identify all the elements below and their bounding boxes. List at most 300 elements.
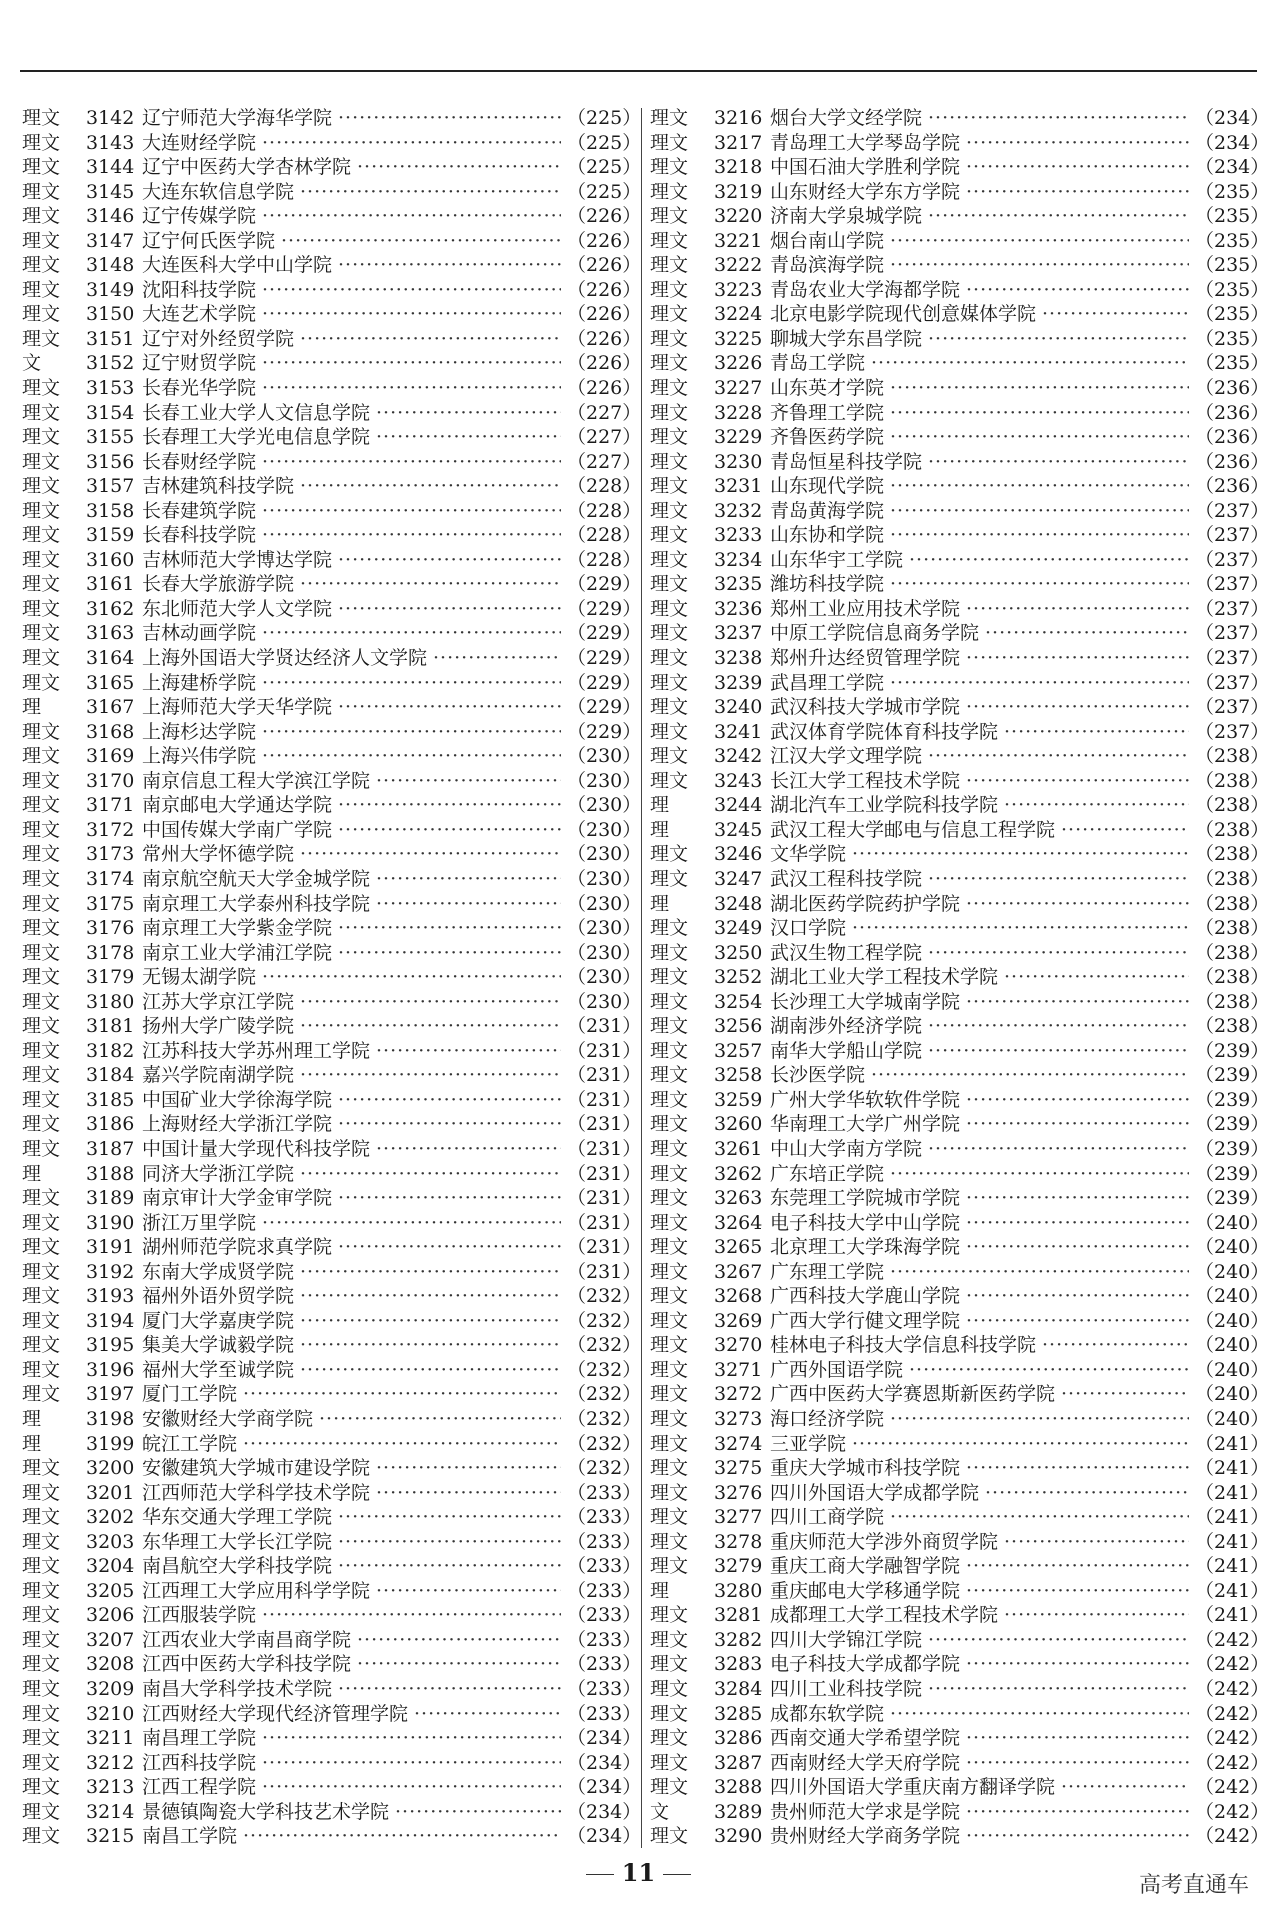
school-code: 3207 [86, 1628, 135, 1651]
school-name: 中国传媒大学南广学院 [142, 818, 333, 841]
score-value: （241） [1195, 1555, 1270, 1578]
score-value: （229） [567, 696, 642, 719]
school-code: 3257 [714, 1039, 763, 1062]
school-name: 安徽建筑大学城市建设学院 [142, 1457, 371, 1480]
dot-leader [966, 1751, 1189, 1776]
dot-leader [243, 1382, 561, 1407]
category-label: 理文 [22, 205, 61, 228]
category-label: 理文 [22, 1064, 61, 1087]
school-name: 福州大学至诚学院 [142, 1358, 295, 1381]
school-code: 3281 [714, 1604, 763, 1627]
school-name: 同济大学浙江学院 [142, 1162, 295, 1185]
category-label: 理文 [22, 671, 61, 694]
list-item [22, 867, 642, 892]
school-code: 3231 [714, 475, 763, 498]
school-name: 浙江万里学院 [142, 1211, 257, 1234]
list-item [650, 867, 1270, 892]
list-item [650, 1481, 1270, 1506]
score-value: （234） [1195, 107, 1270, 129]
score-value: （226） [567, 352, 642, 375]
list-item [650, 769, 1270, 794]
dot-leader [928, 1628, 1189, 1653]
school-code: 3158 [86, 499, 135, 522]
category-label: 理文 [650, 1064, 689, 1087]
school-code: 3221 [714, 229, 763, 252]
school-code: 3181 [86, 1015, 135, 1038]
list-item [22, 1530, 642, 1555]
school-code: 3238 [714, 647, 763, 670]
school-name: 长春光华学院 [142, 377, 257, 400]
school-code: 3227 [714, 377, 763, 400]
score-value: （232） [567, 1334, 642, 1357]
dot-leader [928, 327, 1189, 352]
dot-leader [300, 1014, 561, 1039]
school-code: 3284 [714, 1678, 763, 1700]
score-value: （237） [1195, 720, 1270, 743]
dot-leader [966, 1186, 1189, 1211]
school-name: 长春工业大学人文信息学院 [142, 401, 371, 424]
score-value: （240） [1195, 1309, 1270, 1332]
dot-leader [1061, 818, 1189, 843]
school-code: 3154 [86, 401, 135, 424]
category-label: 理文 [650, 499, 689, 522]
school-name: 华南理工大学广州学院 [770, 1113, 961, 1136]
list-item [650, 278, 1270, 303]
category-label: 理文 [22, 1039, 61, 1062]
school-name: 贵州师范大学求是学院 [770, 1800, 961, 1823]
score-value: （237） [1195, 671, 1270, 694]
school-name: 中山大学南方学院 [770, 1137, 923, 1160]
list-item [22, 695, 642, 720]
school-name: 四川工商学院 [770, 1506, 885, 1529]
score-value: （229） [567, 671, 642, 694]
score-value: （231） [567, 1113, 642, 1136]
score-value: （228） [567, 524, 642, 547]
school-code: 3162 [86, 597, 135, 620]
dot-leader [966, 278, 1189, 303]
score-value: （227） [567, 401, 642, 424]
list-item [22, 818, 642, 843]
category-label: 理文 [650, 278, 689, 301]
score-value: （240） [1195, 1211, 1270, 1234]
list-item [22, 1063, 642, 1088]
list-item [22, 1579, 642, 1604]
category-label: 理文 [650, 450, 689, 473]
school-code: 3250 [714, 941, 763, 964]
school-code: 3226 [714, 352, 763, 375]
score-value: （226） [567, 377, 642, 400]
school-code: 3241 [714, 720, 763, 743]
school-name: 东莞理工学院城市学院 [770, 1187, 961, 1210]
school-code: 3288 [714, 1776, 763, 1799]
category-label: 理文 [22, 475, 61, 498]
school-name: 湖州师范学院求真学院 [142, 1236, 333, 1259]
category-label: 理文 [22, 1358, 61, 1381]
list-item [22, 1088, 642, 1113]
school-code: 3213 [86, 1776, 135, 1799]
list-item [650, 1456, 1270, 1481]
score-value: （231） [567, 1187, 642, 1210]
category-label: 理文 [650, 843, 689, 866]
category-label: 理文 [650, 1751, 689, 1774]
dot-leader [300, 1063, 561, 1088]
school-name: 聊城大学东昌学院 [770, 327, 923, 350]
school-code: 3229 [714, 426, 763, 449]
school-name: 南京理工大学泰州科技学院 [142, 892, 371, 915]
school-name: 武汉体育学院体育科技学院 [770, 720, 999, 743]
score-value: （230） [567, 941, 642, 964]
school-code: 3264 [714, 1211, 763, 1234]
score-value: （228） [567, 475, 642, 498]
list-item [22, 769, 642, 794]
list-item [650, 1063, 1270, 1088]
school-name: 重庆邮电大学移通学院 [770, 1579, 961, 1602]
school-code: 3246 [714, 843, 763, 866]
score-value: （230） [567, 990, 642, 1013]
school-code: 3289 [714, 1800, 763, 1823]
dot-leader [262, 671, 561, 696]
list-item [650, 818, 1270, 843]
list-item [22, 1309, 642, 1334]
school-name: 南京邮电大学通达学院 [142, 794, 333, 817]
dot-leader [890, 474, 1189, 499]
school-code: 3218 [714, 156, 763, 179]
category-label: 理文 [650, 1260, 689, 1283]
school-code: 3220 [714, 205, 763, 228]
school-code: 3186 [86, 1113, 135, 1136]
score-value: （237） [1195, 524, 1270, 547]
school-name: 电子科技大学中山学院 [770, 1211, 961, 1234]
score-value: （230） [567, 892, 642, 915]
category-label: 理文 [650, 1628, 689, 1651]
school-code: 3193 [86, 1285, 135, 1308]
school-name: 西南交通大学希望学院 [770, 1727, 961, 1750]
score-value: （242） [1195, 1653, 1270, 1676]
list-item [650, 351, 1270, 376]
dot-leader [262, 1603, 561, 1628]
dot-leader [890, 1407, 1189, 1432]
list-item [650, 597, 1270, 622]
school-name: 广西科技大学鹿山学院 [770, 1285, 961, 1308]
category-label: 理文 [22, 1776, 61, 1799]
category-label: 理文 [650, 1678, 689, 1700]
list-item [650, 744, 1270, 769]
school-code: 3150 [86, 303, 135, 326]
score-value: （234） [567, 1751, 642, 1774]
dot-leader [243, 1824, 561, 1849]
score-value: （239） [1195, 1162, 1270, 1185]
score-value: （233） [567, 1653, 642, 1676]
school-name: 广西外国语学院 [770, 1358, 904, 1381]
score-value: （230） [567, 917, 642, 940]
category-label: 理文 [22, 156, 61, 179]
list-item [650, 1505, 1270, 1530]
dot-leader [300, 1358, 561, 1383]
school-name: 江西服装学院 [142, 1604, 257, 1627]
score-value: （229） [567, 647, 642, 670]
score-value: （240） [1195, 1285, 1270, 1308]
school-code: 3208 [86, 1653, 135, 1676]
score-value: （232） [567, 1383, 642, 1406]
dot-leader [928, 1039, 1189, 1064]
school-code: 3210 [86, 1702, 135, 1725]
school-code: 3157 [86, 475, 135, 498]
list-item [22, 1333, 642, 1358]
school-code: 3189 [86, 1187, 135, 1210]
school-name: 汉口学院 [770, 917, 847, 940]
school-code: 3195 [86, 1334, 135, 1357]
score-value: （235） [1195, 327, 1270, 350]
school-code: 3223 [714, 278, 763, 301]
dot-leader [262, 720, 561, 745]
school-name: 厦门工学院 [142, 1383, 238, 1406]
dot-leader [262, 965, 561, 990]
school-name: 吉林动画学院 [142, 622, 257, 645]
school-name: 辽宁何氏医学院 [142, 229, 276, 252]
list-item [22, 842, 642, 867]
school-code: 3185 [86, 1088, 135, 1111]
school-code: 3175 [86, 892, 135, 915]
school-name: 福州外语外贸学院 [142, 1285, 295, 1308]
category-label: 理文 [22, 303, 61, 326]
category-label: 理 [650, 794, 670, 817]
list-item [650, 180, 1270, 205]
dot-leader [909, 548, 1189, 573]
category-label: 理文 [22, 892, 61, 915]
list-item [650, 523, 1270, 548]
school-name: 南华大学船山学院 [770, 1039, 923, 1062]
school-code: 3286 [714, 1727, 763, 1750]
school-name: 无锡太湖学院 [142, 966, 257, 989]
school-name: 上海财经大学浙江学院 [142, 1113, 333, 1136]
list-item [22, 990, 642, 1015]
score-value: （228） [567, 548, 642, 571]
category-label: 理文 [650, 1334, 689, 1357]
school-code: 3259 [714, 1088, 763, 1111]
category-label: 理文 [22, 745, 61, 768]
dot-leader [376, 1456, 561, 1481]
list-item [22, 302, 642, 327]
score-value: （234） [567, 1776, 642, 1799]
category-label: 理文 [650, 597, 689, 620]
school-name: 东华理工大学长江学院 [142, 1530, 333, 1553]
dot-leader [966, 1235, 1189, 1260]
list-item [650, 1284, 1270, 1309]
score-value: （238） [1195, 917, 1270, 940]
list-item [22, 1702, 642, 1727]
list-item [650, 106, 1270, 131]
category-label: 理文 [650, 1604, 689, 1627]
school-name: 中国计量大学现代科技学院 [142, 1137, 371, 1160]
dot-leader [966, 1112, 1189, 1137]
category-label: 理文 [22, 1628, 61, 1651]
dot-leader [966, 1211, 1189, 1236]
dot-leader [890, 523, 1189, 548]
list-item [22, 351, 642, 376]
dot-leader [300, 474, 561, 499]
school-code: 3247 [714, 867, 763, 890]
list-item [650, 941, 1270, 966]
list-item [22, 1235, 642, 1260]
page-number: 11 [0, 1858, 1277, 1887]
school-name: 中原工学院信息商务学院 [770, 622, 980, 645]
list-item [650, 1333, 1270, 1358]
score-value: （242） [1195, 1800, 1270, 1823]
dot-leader [890, 425, 1189, 450]
school-name: 南昌大学科学技术学院 [142, 1678, 333, 1700]
score-value: （239） [1195, 1187, 1270, 1210]
school-code: 3239 [714, 671, 763, 694]
list-item [650, 695, 1270, 720]
dot-leader [890, 1260, 1189, 1285]
school-name: 电子科技大学成都学院 [770, 1653, 961, 1676]
list-item [650, 425, 1270, 450]
score-value: （237） [1195, 647, 1270, 670]
dot-leader [1061, 1775, 1189, 1800]
school-name: 长春建筑学院 [142, 499, 257, 522]
school-code: 3265 [714, 1236, 763, 1259]
school-name: 长春理工大学光电信息学院 [142, 426, 371, 449]
school-code: 3214 [86, 1800, 135, 1823]
school-code: 3156 [86, 450, 135, 473]
school-name: 常州大学怀德学院 [142, 843, 295, 866]
score-value: （238） [1195, 1015, 1270, 1038]
score-value: （241） [1195, 1530, 1270, 1553]
score-value: （238） [1195, 745, 1270, 768]
dot-leader [338, 597, 561, 622]
category-label: 理 [22, 1162, 42, 1185]
school-code: 3149 [86, 278, 135, 301]
school-code: 3261 [714, 1137, 763, 1160]
school-name: 嘉兴学院南湖学院 [142, 1064, 295, 1087]
school-code: 3222 [714, 254, 763, 277]
school-name: 大连医科大学中山学院 [142, 254, 333, 277]
dot-leader [871, 351, 1189, 376]
category-label: 理文 [22, 622, 61, 645]
score-value: （226） [567, 303, 642, 326]
dot-leader [300, 1260, 561, 1285]
score-value: （232） [567, 1407, 642, 1430]
dot-leader [852, 916, 1189, 941]
list-item [650, 621, 1270, 646]
category-label: 理文 [650, 1039, 689, 1062]
score-value: （230） [567, 867, 642, 890]
list-item [22, 1456, 642, 1481]
category-label: 理文 [22, 818, 61, 841]
school-code: 3205 [86, 1579, 135, 1602]
category-label: 理文 [22, 1088, 61, 1111]
score-value: （235） [1195, 205, 1270, 228]
category-label: 理文 [650, 1653, 689, 1676]
category-label: 理文 [22, 1653, 61, 1676]
school-code: 3199 [86, 1432, 135, 1455]
school-code: 3215 [86, 1825, 135, 1848]
school-code: 3174 [86, 867, 135, 890]
school-name: 文华学院 [770, 843, 847, 866]
category-label: 理文 [650, 769, 689, 792]
dot-leader [890, 1505, 1189, 1530]
category-label: 理文 [22, 1702, 61, 1725]
category-label: 理文 [650, 1187, 689, 1210]
category-label: 理文 [650, 647, 689, 670]
school-name: 东南大学成贤学院 [142, 1260, 295, 1283]
school-code: 3219 [714, 180, 763, 203]
list-item [650, 1137, 1270, 1162]
dot-leader [262, 131, 561, 156]
category-label: 理文 [22, 1015, 61, 1038]
dot-leader [909, 1358, 1189, 1383]
score-value: （239） [1195, 1113, 1270, 1136]
school-code: 3160 [86, 548, 135, 571]
category-label: 理文 [650, 671, 689, 694]
list-item [650, 1530, 1270, 1555]
score-value: （232） [567, 1358, 642, 1381]
score-value: （233） [567, 1579, 642, 1602]
school-code: 3240 [714, 696, 763, 719]
category-label: 理文 [650, 1358, 689, 1381]
score-value: （230） [567, 966, 642, 989]
category-label: 理文 [650, 401, 689, 424]
dot-leader [928, 867, 1189, 892]
dot-leader [1004, 965, 1189, 990]
dot-leader [890, 572, 1189, 597]
category-label: 理文 [22, 1383, 61, 1406]
list-item [22, 1554, 642, 1579]
category-label: 理文 [650, 1481, 689, 1504]
list-item [22, 1382, 642, 1407]
school-code: 3244 [714, 794, 763, 817]
list-item [650, 793, 1270, 818]
score-value: （238） [1195, 990, 1270, 1013]
score-value: （234） [567, 1727, 642, 1750]
dot-leader [1042, 302, 1189, 327]
dot-leader [928, 450, 1189, 475]
school-name: 江西农业大学南昌商学院 [142, 1628, 352, 1651]
school-code: 3285 [714, 1702, 763, 1725]
dot-leader [966, 769, 1189, 794]
dot-leader [985, 1481, 1189, 1506]
dot-leader [966, 1800, 1189, 1825]
category-label: 理文 [22, 229, 61, 252]
dot-leader [376, 892, 561, 917]
score-value: （234） [1195, 131, 1270, 154]
list-item [650, 204, 1270, 229]
dot-leader [966, 131, 1189, 156]
category-label: 理文 [22, 1236, 61, 1259]
score-value: （241） [1195, 1457, 1270, 1480]
category-label: 理文 [650, 745, 689, 768]
dot-leader [357, 1628, 561, 1653]
school-name: 三亚学院 [770, 1432, 847, 1455]
score-value: （232） [567, 1457, 642, 1480]
school-name: 贵州财经大学商务学院 [770, 1825, 961, 1848]
score-value: （241） [1195, 1579, 1270, 1602]
list-item [22, 499, 642, 524]
school-code: 3202 [86, 1506, 135, 1529]
school-code: 3254 [714, 990, 763, 1013]
category-label: 理文 [650, 1015, 689, 1038]
school-name: 上海师范大学天华学院 [142, 696, 333, 719]
dot-leader [300, 180, 561, 205]
category-label: 理文 [650, 1309, 689, 1332]
score-value: （234） [567, 1825, 642, 1848]
school-code: 3228 [714, 401, 763, 424]
school-name: 扬州大学广陵学院 [142, 1015, 295, 1038]
dot-leader [338, 1505, 561, 1530]
category-label: 理 [22, 696, 42, 719]
school-code: 3272 [714, 1383, 763, 1406]
list-item [22, 278, 642, 303]
